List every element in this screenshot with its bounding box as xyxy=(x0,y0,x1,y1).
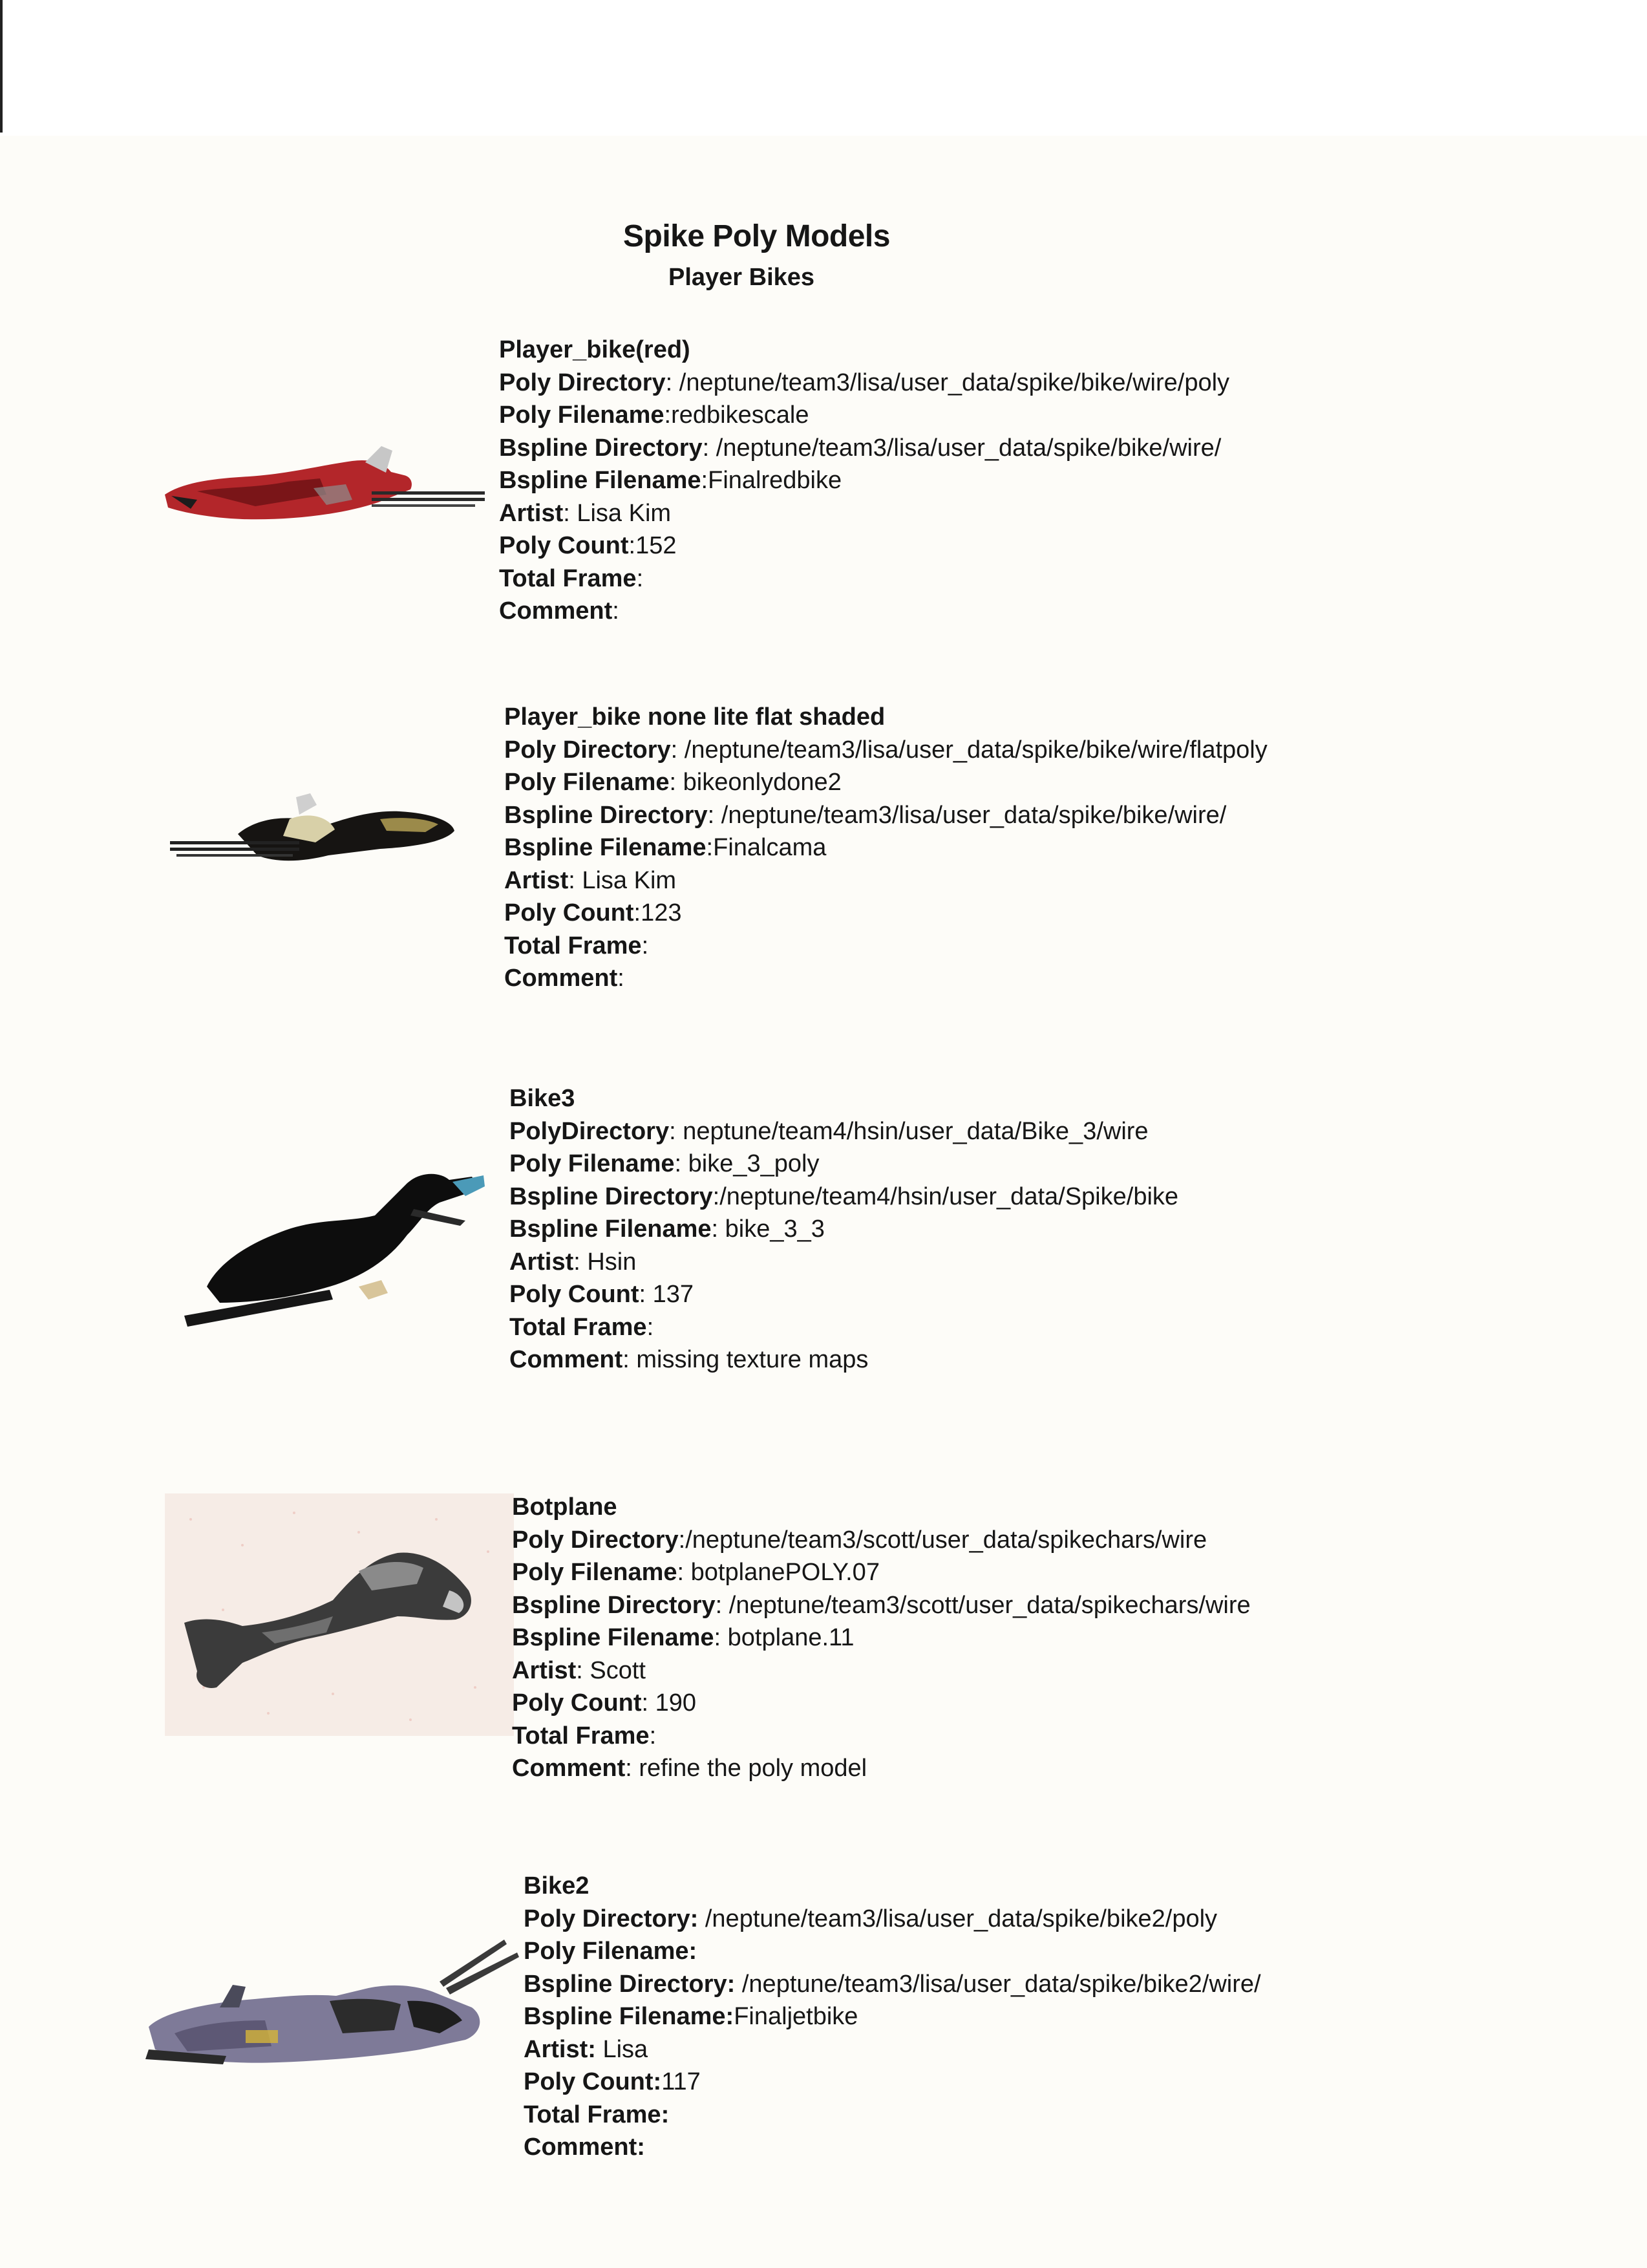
field-label: Bspline Filename xyxy=(504,834,707,861)
field-row xyxy=(499,562,1229,595)
field-row xyxy=(524,1968,1261,2001)
field-label: Total Frame: xyxy=(524,2101,670,2128)
field-label: Poly Filename xyxy=(504,769,670,796)
model-entry-botplane xyxy=(512,1491,1251,1785)
page-subtitle: Player Bikes xyxy=(668,264,815,291)
field-row xyxy=(504,930,1268,963)
field-value: : 190 xyxy=(641,1689,697,1717)
field-value: : botplane.11 xyxy=(714,1624,855,1651)
field-label: Comment xyxy=(509,1346,623,1373)
field-row xyxy=(509,1343,1178,1376)
field-value: : Lisa Kim xyxy=(563,499,672,527)
field-value: : /neptune/team3/scott/user_data/spikechars/wire xyxy=(715,1591,1251,1619)
field-label: Total Frame xyxy=(499,564,637,592)
field-row xyxy=(499,530,1229,562)
field-label: Comment xyxy=(504,965,618,992)
field-label: Artist xyxy=(509,1248,574,1276)
field-value: :/neptune/team3/scott/user_data/spikechars/wire xyxy=(678,1526,1207,1554)
field-row xyxy=(512,1687,1251,1720)
field-label: Bspline Directory xyxy=(504,801,708,829)
field-row xyxy=(504,962,1268,995)
field-row xyxy=(499,399,1229,432)
field-row xyxy=(499,432,1229,465)
field-label: Poly Directory: xyxy=(524,1905,699,1932)
field-row xyxy=(504,831,1268,864)
field-row xyxy=(524,2000,1261,2033)
field-label: Bspline Filename xyxy=(509,1215,712,1243)
field-value: :redbikescale xyxy=(664,401,809,429)
field-row xyxy=(512,1589,1251,1622)
field-value: : Hsin xyxy=(573,1248,637,1276)
model-entry-player-bike-red xyxy=(499,334,1229,628)
field-label: Bspline Filename: xyxy=(524,2003,734,2030)
field-label: Poly Count: xyxy=(524,2068,662,2095)
field-row xyxy=(524,1935,1261,1968)
field-row xyxy=(524,2099,1261,2132)
field-row xyxy=(512,1752,1251,1785)
field-label: Artist xyxy=(512,1656,577,1684)
field-label: Poly Filename: xyxy=(524,1938,697,1965)
field-row xyxy=(504,734,1268,767)
model-entry-bike2 xyxy=(524,1870,1261,2164)
field-value: : Lisa Kim xyxy=(568,866,677,894)
field-label: Poly Directory xyxy=(512,1526,679,1554)
field-label: Comment xyxy=(512,1755,626,1782)
field-label: Artist xyxy=(499,499,564,527)
model-entry-flat-shaded xyxy=(504,701,1268,995)
field-value: 117 xyxy=(661,2068,701,2095)
field-value: : Scott xyxy=(576,1656,646,1684)
field-row xyxy=(504,864,1268,897)
model-name: Player_bike(red) xyxy=(499,336,690,363)
field-label: Poly Count xyxy=(499,532,629,559)
field-label: Total Frame xyxy=(509,1313,647,1341)
field-label: Bspline Filename xyxy=(512,1624,714,1651)
field-label: Bspline Directory xyxy=(499,434,703,462)
field-row xyxy=(509,1181,1178,1214)
field-value: : xyxy=(649,1722,657,1749)
scan-edge xyxy=(0,0,3,133)
field-value: : xyxy=(641,932,649,959)
field-value: : /neptune/team3/lisa/user_data/spike/bike/wire/poly xyxy=(665,369,1230,396)
field-label: Bspline Directory: xyxy=(524,1970,736,1998)
field-row xyxy=(524,2033,1261,2066)
field-label: Artist xyxy=(504,866,569,894)
field-label: Bspline Directory xyxy=(509,1182,713,1210)
field-value: : bike_3_poly xyxy=(674,1150,820,1177)
field-value: Lisa xyxy=(595,2035,648,2063)
field-value: : 137 xyxy=(639,1281,694,1308)
field-value: Finaljetbike xyxy=(734,2003,858,2030)
field-row xyxy=(512,1720,1251,1753)
field-value: : missing texture maps xyxy=(622,1346,869,1373)
field-label: Total Frame xyxy=(512,1722,650,1749)
field-value: :Finalcama xyxy=(706,834,827,861)
flat-shaded-bike-image xyxy=(167,779,464,876)
field-row xyxy=(499,367,1229,400)
field-row xyxy=(512,1621,1251,1654)
red-bike-image xyxy=(158,443,488,540)
model-entry-bike3 xyxy=(509,1082,1178,1376)
field-row xyxy=(512,1556,1251,1589)
field-row xyxy=(499,595,1229,628)
field-label: Poly Count xyxy=(504,899,634,926)
field-value: : neptune/team4/hsin/user_data/Bike_3/wire xyxy=(669,1117,1149,1145)
field-label: Bspline Filename xyxy=(499,467,701,494)
botplane-image xyxy=(165,1493,514,1736)
field-label: Poly Directory xyxy=(499,369,666,396)
field-label: Artist: xyxy=(524,2035,596,2063)
field-label: Bspline Directory xyxy=(512,1591,716,1619)
field-label: Poly Filename xyxy=(499,401,664,429)
field-row xyxy=(504,766,1268,799)
field-label: PolyDirectory xyxy=(509,1117,670,1145)
field-row xyxy=(499,497,1229,530)
model-name: Botplane xyxy=(512,1493,617,1521)
field-row xyxy=(509,1311,1178,1344)
field-value: /neptune/team3/lisa/user_data/spike/bike2/wire/ xyxy=(735,1970,1261,1998)
field-row xyxy=(524,2066,1261,2099)
bike3-image xyxy=(181,1164,491,1338)
field-row xyxy=(509,1115,1178,1148)
bike2-image xyxy=(136,1923,524,2085)
field-row xyxy=(499,464,1229,497)
field-value: : botplanePOLY.07 xyxy=(677,1559,880,1586)
field-value: : /neptune/team3/lisa/user_data/spike/bike/wire/flatpoly xyxy=(670,736,1268,764)
field-value: : /neptune/team3/lisa/user_data/spike/bike/wire/ xyxy=(707,801,1227,829)
field-label: Poly Directory xyxy=(504,736,671,764)
field-value: : bikeonlydone2 xyxy=(669,769,842,796)
field-row xyxy=(509,1278,1178,1311)
page-title: Spike Poly Models xyxy=(623,219,890,253)
field-row xyxy=(524,2131,1261,2164)
field-value: : xyxy=(612,597,619,625)
field-value: : /neptune/team3/lisa/user_data/spike/bike/wire/ xyxy=(702,434,1222,462)
field-value: : xyxy=(646,1313,654,1341)
field-row xyxy=(509,1148,1178,1181)
field-row xyxy=(509,1246,1178,1279)
field-label: Poly Count xyxy=(509,1281,639,1308)
field-label: Total Frame xyxy=(504,932,642,959)
field-value: :123 xyxy=(633,899,682,926)
field-row xyxy=(509,1213,1178,1246)
field-row xyxy=(512,1654,1251,1687)
field-row xyxy=(504,897,1268,930)
model-name: Player_bike none lite flat shaded xyxy=(504,703,886,731)
field-row xyxy=(512,1524,1251,1557)
field-row xyxy=(504,799,1268,832)
field-value: : xyxy=(636,564,644,592)
field-value: : bike_3_3 xyxy=(711,1215,825,1243)
field-label: Poly Filename xyxy=(509,1150,675,1177)
field-value: :152 xyxy=(628,532,677,559)
model-name: Bike2 xyxy=(524,1872,590,1899)
field-value: : refine the poly model xyxy=(625,1755,867,1782)
field-label: Comment xyxy=(499,597,613,625)
field-label: Poly Filename xyxy=(512,1559,677,1586)
field-label: Poly Count xyxy=(512,1689,642,1717)
field-value: :/neptune/team4/hsin/user_data/Spike/bike xyxy=(712,1182,1179,1210)
field-value: /neptune/team3/lisa/user_data/spike/bike2/poly xyxy=(698,1905,1218,1932)
field-value: :Finalredbike xyxy=(701,467,842,494)
field-row xyxy=(524,1903,1261,1936)
field-value: : xyxy=(617,965,624,992)
field-label: Comment: xyxy=(524,2134,645,2161)
model-name: Bike3 xyxy=(509,1085,575,1112)
